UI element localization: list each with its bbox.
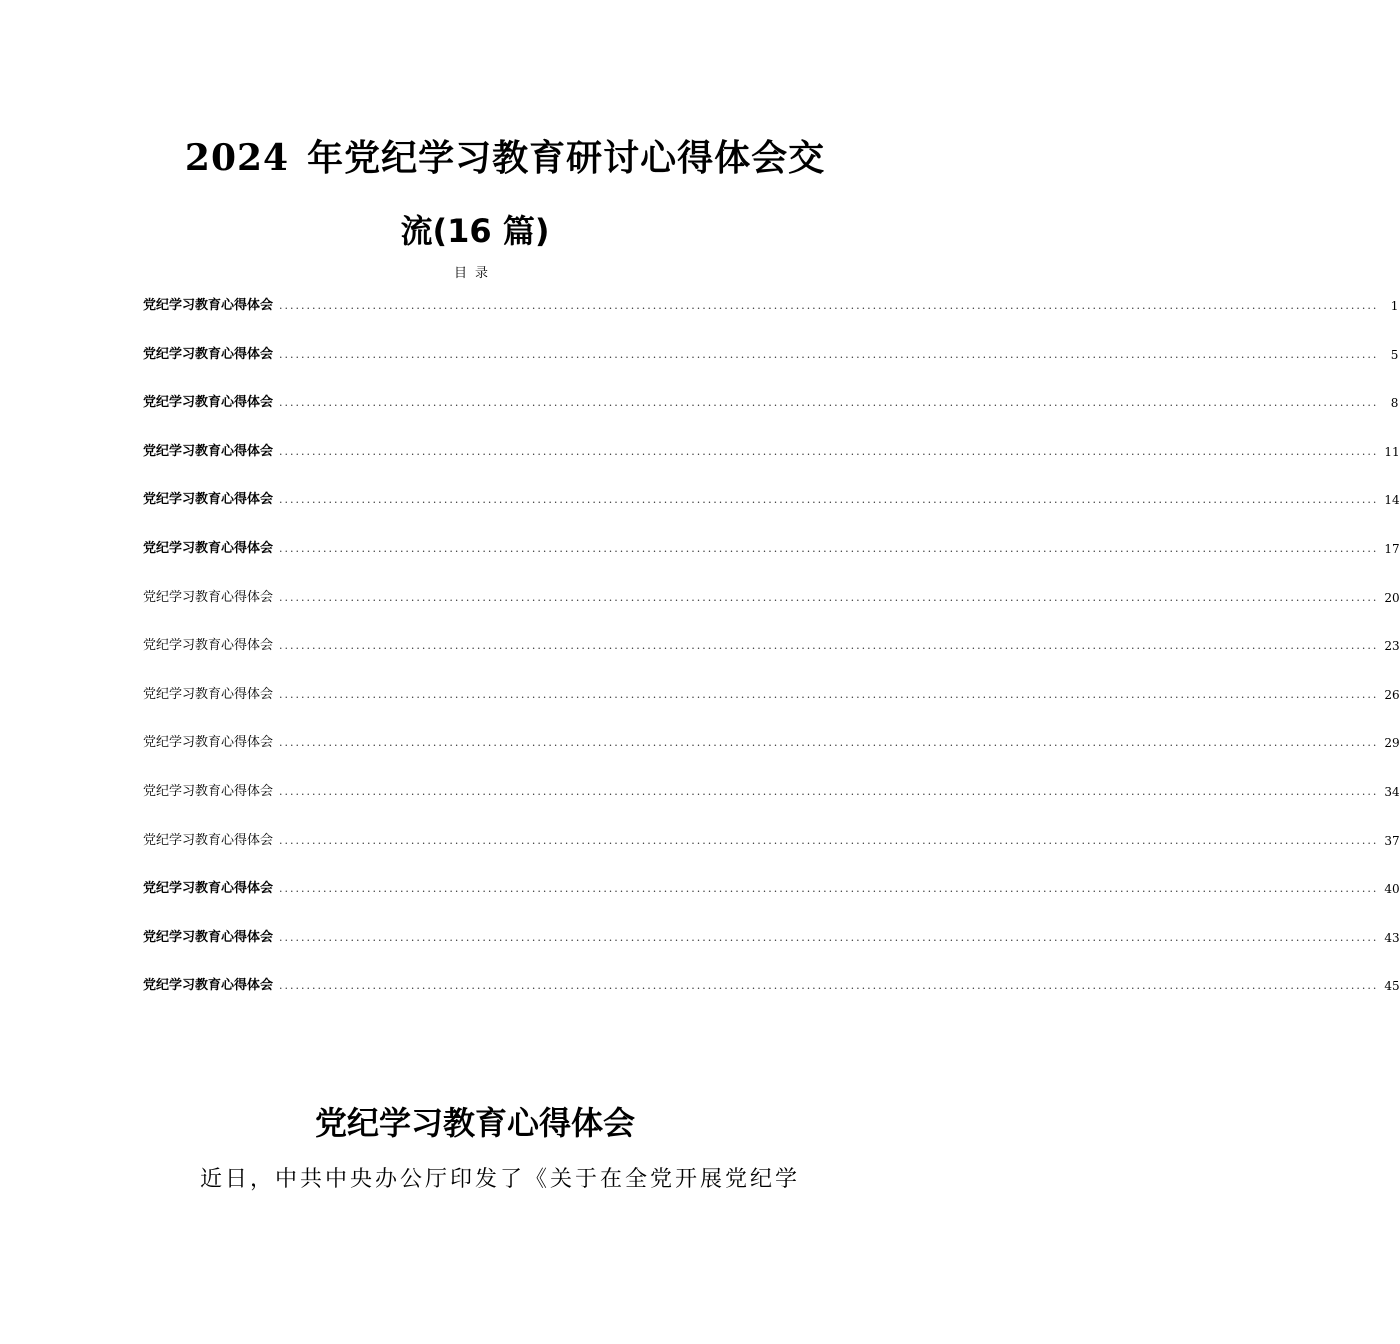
document-title-line-1 bbox=[0, 130, 950, 181]
toc-entry-label: 党纪学习教育心得体会 bbox=[143, 686, 274, 702]
toc-entry-label: 党纪学习教育心得体会 bbox=[143, 298, 274, 313]
toc-leader-dots: ........................................................................................................................................................................................................ bbox=[279, 784, 1379, 798]
toc-entry[interactable] bbox=[143, 293, 1399, 342]
toc-leader-dots: ........................................................................................................................................................................................................ bbox=[279, 736, 1379, 750]
toc-entry-label: 党纪学习教育心得体会 bbox=[143, 735, 274, 751]
toc-entry-page-number: 23 bbox=[1384, 639, 1400, 654]
toc-leader-dots: ........................................................................................................................................................................................................ bbox=[279, 639, 1379, 653]
toc-entry-page-number: 45 bbox=[1384, 979, 1400, 994]
toc-heading: 目录 bbox=[453, 266, 496, 281]
toc-entry-page-number: 5 bbox=[1390, 347, 1399, 362]
toc-entry-page-number: 37 bbox=[1384, 833, 1400, 848]
toc-entry-page-number: 17 bbox=[1384, 541, 1400, 556]
title-text: 年党纪学习教育研讨心得体会交 bbox=[307, 138, 826, 179]
toc-entry-label: 党纪学习教育心得体会 bbox=[143, 540, 274, 556]
toc-entry[interactable] bbox=[143, 925, 1400, 974]
toc-entry-label: 党纪学习教育心得体会 bbox=[143, 589, 274, 605]
title-year: 2024 bbox=[184, 137, 290, 179]
toc-entry-page-number: 40 bbox=[1384, 882, 1400, 897]
toc-entry-label: 党纪学习教育心得体会 bbox=[143, 832, 274, 848]
toc-leader-dots: ........................................................................................................................................................................................................ bbox=[279, 541, 1379, 555]
toc-entry[interactable] bbox=[143, 487, 1400, 536]
toc-entry-page-number: 1 bbox=[1390, 299, 1399, 313]
toc-entry-label: 党纪学习教育心得体会 bbox=[143, 881, 274, 897]
toc-entry-label: 党纪学习教育心得体会 bbox=[143, 638, 274, 654]
toc-entry-page-number: 20 bbox=[1384, 590, 1400, 605]
toc-entry[interactable] bbox=[143, 536, 1400, 585]
toc-entry[interactable] bbox=[143, 633, 1400, 682]
toc-leader-dots: ........................................................................................................................................................................................................ bbox=[279, 493, 1379, 507]
section-title: 党纪学习教育心得体会 bbox=[314, 1104, 635, 1142]
toc-leader-dots: ........................................................................................................................................................................................................ bbox=[279, 590, 1379, 604]
toc-entry[interactable] bbox=[143, 342, 1399, 391]
toc-entry-label: 党纪学习教育心得体会 bbox=[143, 978, 274, 994]
toc-entry[interactable] bbox=[143, 390, 1399, 439]
toc-entry-page-number: 26 bbox=[1384, 687, 1400, 702]
toc-entry[interactable] bbox=[143, 585, 1400, 634]
toc-entry-page-number: 11 bbox=[1384, 444, 1400, 459]
document-title-line-2: 流(16 篇) bbox=[400, 212, 550, 250]
toc-leader-dots: ........................................................................................................................................................................................................ bbox=[279, 347, 1379, 361]
toc-leader-dots: ........................................................................................................................................................................................................ bbox=[279, 882, 1379, 896]
toc-entry[interactable] bbox=[143, 876, 1400, 925]
toc-entry-label: 党纪学习教育心得体会 bbox=[143, 929, 274, 945]
toc-entry-page-number: 43 bbox=[1384, 930, 1400, 945]
toc-entry[interactable] bbox=[143, 730, 1400, 779]
table-of-contents bbox=[143, 293, 1400, 1022]
toc-leader-dots: ........................................................................................................................................................................................................ bbox=[279, 930, 1379, 944]
toc-leader-dots: ........................................................................................................................................................................................................ bbox=[279, 396, 1379, 410]
body-paragraph: 近日，中共中央办公厅印发了《关于在全党开展党纪学 bbox=[200, 1167, 801, 1192]
toc-entry-page-number: 29 bbox=[1384, 736, 1400, 751]
toc-entry-page-number: 8 bbox=[1390, 396, 1399, 411]
toc-leader-dots: ........................................................................................................................................................................................................ bbox=[279, 833, 1379, 847]
toc-leader-dots: ........................................................................................................................................................................................................ bbox=[279, 979, 1379, 993]
toc-entry-page-number: 14 bbox=[1384, 493, 1400, 508]
toc-entry-label: 党纪学习教育心得体会 bbox=[143, 395, 274, 411]
toc-entry-label: 党纪学习教育心得体会 bbox=[143, 443, 274, 459]
toc-entry-label: 党纪学习教育心得体会 bbox=[143, 783, 274, 799]
toc-leader-dots: ........................................................................................................................................................................................................ bbox=[279, 299, 1379, 312]
toc-leader-dots: ........................................................................................................................................................................................................ bbox=[279, 444, 1379, 458]
toc-entry-page-number: 34 bbox=[1384, 784, 1400, 799]
toc-entry[interactable] bbox=[143, 973, 1400, 1022]
toc-entry[interactable] bbox=[143, 439, 1400, 488]
toc-leader-dots: ........................................................................................................................................................................................................ bbox=[279, 687, 1379, 701]
toc-entry-label: 党纪学习教育心得体会 bbox=[143, 492, 274, 508]
toc-entry-label: 党纪学习教育心得体会 bbox=[143, 346, 274, 362]
toc-entry[interactable] bbox=[143, 682, 1400, 731]
toc-entry[interactable] bbox=[143, 828, 1400, 877]
toc-entry[interactable] bbox=[143, 779, 1400, 828]
